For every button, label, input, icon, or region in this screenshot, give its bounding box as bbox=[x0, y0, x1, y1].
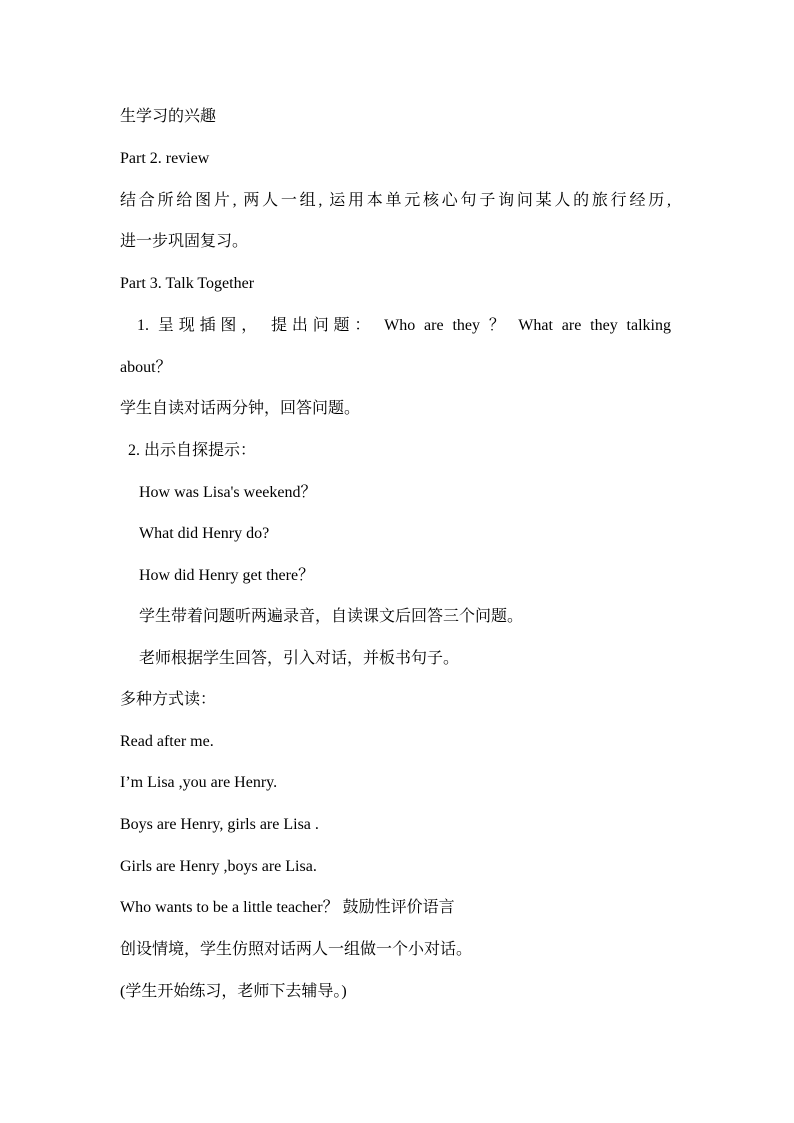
text-line-14: 老师根据学生回答，引入对话，并板书句子。 bbox=[139, 650, 460, 667]
text-line-22: (学生开始练习，老师下去辅导。) bbox=[120, 983, 347, 1000]
reading-line-4: Girls are Henry ,boys are Lisa. bbox=[120, 858, 317, 875]
step1-line: 1. 呈现插图， 提出问题： Who are they ？ What are they talking bbox=[137, 317, 671, 334]
text-line-8: 学生自读对话两分钟，回答问题。 bbox=[120, 400, 361, 417]
part3-heading: Part 3. Talk Together bbox=[120, 275, 255, 292]
text-line-13: 学生带着问题听两遍录音，自读课文后回答三个问题。 bbox=[139, 608, 524, 625]
reading-line-2: I’m Lisa ,you are Henry. bbox=[120, 774, 278, 791]
text-line-21: 创设情境，学生仿照对话两人一组做一个小对话。 bbox=[120, 941, 473, 958]
text-line-3: 结合所给图片, 两人一组, 运用本单元核心句子询问某人的旅行经历, bbox=[120, 192, 671, 209]
reading-line-1: Read after me. bbox=[120, 733, 214, 750]
text-line-1: 生学习的兴趣 bbox=[120, 108, 217, 125]
step2-line: 2. 出示自探提示： bbox=[128, 442, 257, 459]
question-1: How was Lisa's weekend？ bbox=[139, 484, 317, 501]
question-3: How did Henry get there？ bbox=[139, 567, 315, 584]
part2-heading: Part 2. review bbox=[120, 150, 210, 167]
reading-line-3: Boys are Henry, girls are Lisa . bbox=[120, 816, 319, 833]
text-line-15: 多种方式读： bbox=[120, 691, 217, 708]
step1-continuation: about？ bbox=[120, 359, 172, 376]
reading-line-5: Who wants to be a little teacher？ 鼓励性评价语言 bbox=[120, 899, 455, 916]
question-2: What did Henry do? bbox=[139, 525, 270, 542]
text-line-4: 进一步巩固复习。 bbox=[120, 233, 249, 250]
